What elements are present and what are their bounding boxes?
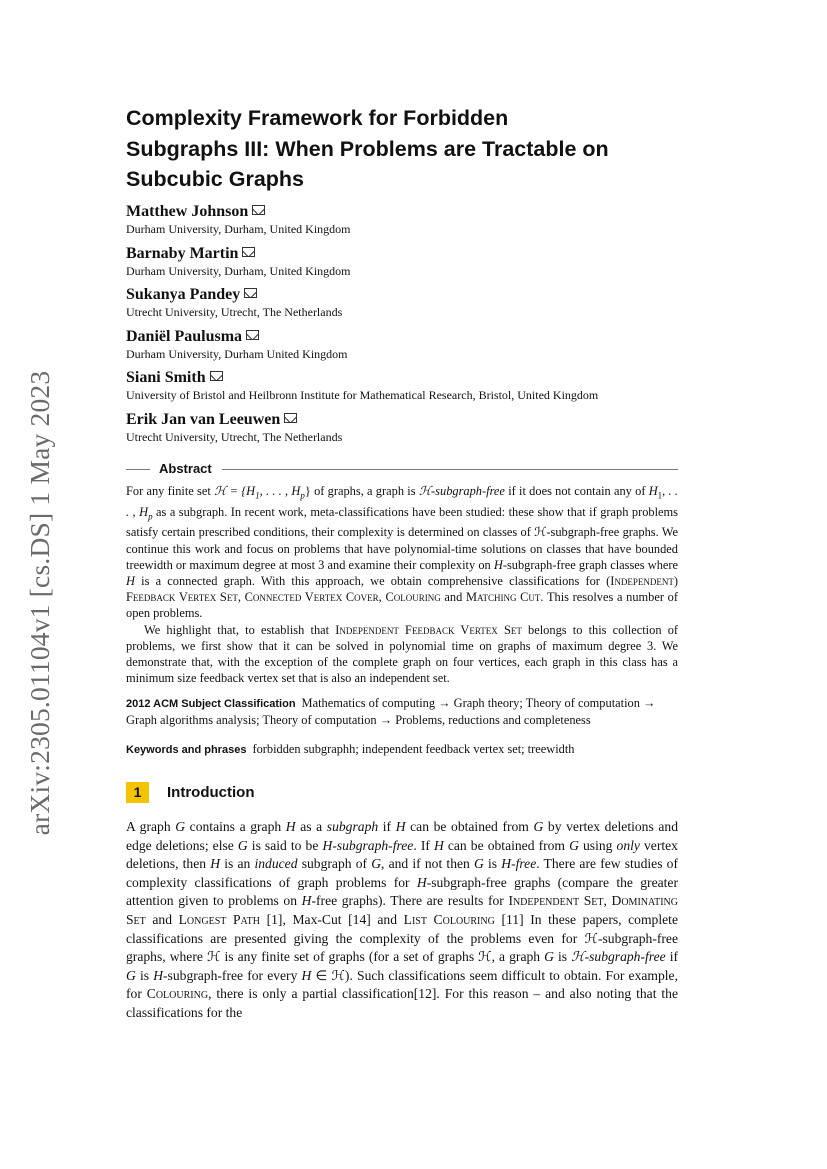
author-name: Siani Smith <box>126 369 206 387</box>
section-heading <box>126 782 526 804</box>
author-affiliation: Durham University, Durham United Kingdom <box>126 346 348 361</box>
author-affiliation: Utrecht University, Utrecht, The Netherlands <box>126 305 343 320</box>
author-affiliation: University of Bristol and Heilbronn Institute for Mathematical Research, Bristol, United Kingdom <box>126 388 599 403</box>
divider <box>126 469 150 470</box>
title-line: Subgraphs III: When Problems are Tractable on <box>126 136 609 161</box>
author-affiliation: Durham University, Durham, United Kingdom <box>126 263 351 278</box>
email-icon[interactable] <box>210 371 223 381</box>
author-affiliation: Durham University, Durham, United Kingdom <box>126 222 351 236</box>
paper-title <box>126 103 686 195</box>
author-block <box>126 368 706 410</box>
author-block <box>126 285 706 327</box>
author-block <box>126 410 706 452</box>
abstract-heading <box>126 460 678 478</box>
author-name: Barnaby Martin <box>126 244 239 262</box>
author-block <box>126 327 706 369</box>
intro-paragraph: A graph G contains a graph H as a subgraph if H can be obtained from G by vertex deletions and edge deletions; else G is said to be H-subgraph-free. If H can be obtained from G using only vertex deletions, then H is an induced subgraph of G, and if not then G is H-free. There are few studies of complexity classifications of graph problems for H-subgraph-free graphs (compare the greater attention given to problems on H-free graphs). There are results for Independent Set, Dominating Set and Longest Path [1], Max-Cut [14] and List Colouring [11] In these papers, complete classifications are presented giving the complexity of the problems even for ℋ-subgraph-free graphs, where ℋ is any finite set of graphs (for a set of graphs ℋ, a graph G is ℋ-subgraph-free if G is H-subgraph-free for every H ∈ ℋ). Such classifications seem difficult to obtain. For example, for Colouring, there is only a partial classification[12]. For this reason – and also noting that the classifications for the <box>126 819 679 1020</box>
author-name: Daniël Paulusma <box>126 327 243 345</box>
title-line: Complexity Framework for Forbidden <box>126 106 509 130</box>
author-block <box>126 202 706 244</box>
section-title: Introduction <box>167 784 255 801</box>
acm-text: Mathematics of computing → Graph theory; Theory of computation → Graph algorithms analysis; Theory of computation → Problems, reductions and completeness <box>126 696 656 728</box>
acm-label: 2012 ACM Subject Classification <box>126 698 296 710</box>
keywords-label: Keywords and phrases <box>126 744 247 756</box>
abstract-body <box>126 483 678 686</box>
author-name: Erik Jan van Leeuwen <box>126 410 281 428</box>
abstract-paragraph: For any finite set ℋ = {$H_1$, . . . , $H_p$} of graphs, a graph is ℋ-subgraph-free if it does not contain any of $H_1$, . . . , $H_p$ as a subgraph. In recent work, meta-classifications have been studied: these show that if graph problems satisfy certain prescribed conditions, their complexity is determined on classes of ℋ-subgraph-free graphs. We continue this work and focus on problems that have polynomial-time solutions on classes that have bounded treewidth or maximum degree at most 3 and examine their complexity on H-subgraph-free graph classes where H is a connected graph. With this approach, we obtain comprehensive classifications for (Independent) Feedback Vertex Set, Connected Vertex Cover, Colouring and Matching Cut. This resolves a number of open problems. <box>126 484 679 621</box>
email-icon[interactable] <box>244 288 257 298</box>
keywords-text: forbidden subgraphh; independent feedback vertex set; treewidth <box>252 742 575 756</box>
author-affiliation: Utrecht University, Utrecht, The Netherlands <box>126 429 343 444</box>
title-line: Subcubic Graphs <box>126 167 305 191</box>
author-name: Matthew Johnson <box>126 203 249 220</box>
arxiv-identifier: arXiv:2305.01104v1 [cs.DS] 1 May 2023 <box>24 370 55 835</box>
author-list <box>126 202 706 452</box>
email-icon[interactable] <box>242 247 255 257</box>
author-block <box>126 244 706 286</box>
email-icon[interactable] <box>252 205 265 215</box>
email-icon[interactable] <box>284 413 297 423</box>
author-name: Sukanya Pandey <box>126 286 241 304</box>
divider <box>222 469 678 470</box>
abstract-paragraph: We highlight that, to establish that Independent Feedback Vertex Set belongs to this collection of problems, we first show that it can be solved in polynomial time on graphs of maximum degree 3. We demonstrate that, with the exception of the complete graph on four vertices, each graph in this class has a minimum size feedback vertex set that is also an independent set. <box>126 622 679 686</box>
section-number: 1 <box>126 782 149 803</box>
acm-classification <box>126 695 678 729</box>
keywords <box>126 741 678 758</box>
email-icon[interactable] <box>246 330 259 340</box>
abstract-label: Abstract <box>159 461 212 476</box>
